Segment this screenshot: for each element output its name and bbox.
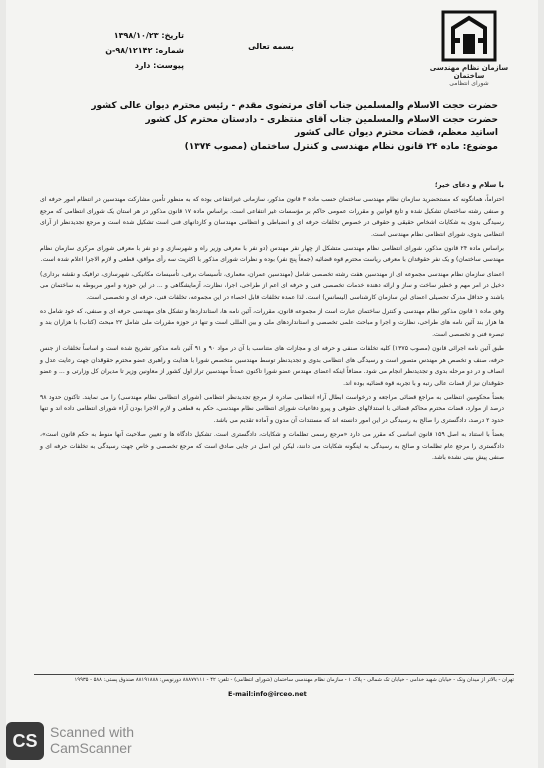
addressee-block [46,100,498,154]
body-paragraph: اعضای سازمان نظام مهندسی مجموعه ای از مهندسین هفت رشته تخصصی شامل (مهندسین عمران، معماری، تأسیسات برقی، تأسیسات مکانیکی، شهرسازی، ترافیک و نقشه برداری) دخیل در امر مهم و خطیر ساخت و ساز و ارائه دهنده خدمات تخصصی فنی و حرفه ای اعم از طراحی، اجرا، نظارت، آزمایشگاهی و ... در این حوزه و امور مربوطه به ساختمان می باشند و حداقل مدرک تحصیلی اعضای این سازمان کارشناسی (لیسانس) است. لذا عمده تخلفات قابل احصاء در این مجموعه، تخلفات فنی، حرفه ای و تخصصی است. [40,270,504,301]
letter-page [6,0,538,768]
addressee-line: حضرت حجت الاسلام والمسلمین جناب آقای منتظری - دادستان محترم کل کشور [145,114,498,125]
letter-number: شماره: ۹۸/۱۲۱۴۲-ن [105,46,184,55]
letter-meta [64,28,184,73]
addressee-line: حضرت حجت الاسلام والمسلمین جناب آقای مرتضوی مقدم - رئیس محترم دیوان عالی کشور [91,101,498,111]
addressee-line: اساتید معظم، قضات محترم دیوان عالی کشور [294,128,498,138]
footer-address: تهران - بالاتر از میدان ونک - خیابان شهید خدامی - خیابان تک شمالی - پلاک ۱ - سازمان نظام مهندسی ساختمان (شورای انتظامی) - تلفن: ۴۲ - ۸۸۸۷۷۱۱۱ دورنویس: ۸۸۱۹۱۸۸۸ صندوق پستی: ۵۸۸ - ۱۹۹۳۵ [34,674,514,683]
body-paragraph: طبق آئین نامه اجرائی قانون (مصوب ۱۳۷۵) کلیه تخلفات صنفی و حرفه ای و مجازات های متناسب با آن در مواد ۹۰ و ۹۱ آئین نامه مذکور تشریح شده است و اساساً تخلفات از جنس حرفه، صنف و تخصص هر مهندس متصور است و رسیدگی های انتظامی بدوی و تجدیدنظر توسط مهندسین متخصص شورا با هدایت و راهبری عضو محترم حقوقدان جهت رعایت عدل و انصاف و در دو مرحله بدوی و تجدیدنظر انجام می شود. مضافاً اینکه اعضای مهندس عضو شورا تاکنون عمدتاً مهندسین تراز اول کشور از معاونین وزیر تا مدیران کل وزارتی و ... و عضو حقوقدان نیز از قضات عالی رتبه و با تجربه قوه قضائیه بوده اند. [40,345,504,387]
watermark-line-2: CamScanner [50,740,132,756]
body-paragraph: بعضاً با استناد به اصل ۱۵۹ قانون اساسی که مقرر می دارد «مرجع رسمی تظلمات و شکایات، دادگستری است. تشکیل دادگاه ها و تعیین صلاحیت آنها منوط به حکم قانون است»، دادگستری را مرجع عام تظلمات و صالح به رسیدگی به اینگونه شکایات می دانند، لیکن این اصل در جایی صادق است که مرجع تخصصی و خاص جهت رسیدگی به تخلفات حرفه ای و صنفی پیش بینی نشده باشد. [40,431,504,461]
letter-body [40,180,504,466]
body-paragraph: احتراماً، همانگونه که مستحضرید سازمان نظام مهندسی ساختمان حسب ماده ۳ قانون مذکور، سازمانی غیرانتفاعی بوده که به منظور تأمین مشارکت مهندسین در انتظام امور حرفه ای و صنفی رشته ساختمان تشکیل شده و تابع قوانین و مقررات عمومی حاکم بر مؤسسات غیر انتفاعی است. براساس ماده ۱۷ قانون مذکور در هر استان یک شورای انتظامی که مرجع رسیدگی بدوی به شکایات اشخاص حقیقی و حقوقی در خصوص تخلفات حرفه ای و انضباطی و انتظامی مهندسان و کاردانهای فنی است تشکیل شده است و مرجع تجدیدنظر از آرای انتظامی بدوی، شورای انتظامی نظام مهندسی است. [40,196,505,238]
organization-logo [424,10,514,96]
letter-attachment: پیوست: دارد [134,61,184,70]
greeting: با سلام و دعای خیر؛ [434,181,504,189]
organization-subtitle: شورای انتظامی [449,80,489,87]
letter-date: تاریخ: ۱۳۹۸/۱۰/۲۳ [113,31,184,40]
organization-name: سازمان نظام مهندسی ساختمان [429,64,509,80]
body-paragraph: وفق ماده ۱ قانون مذکور نظام مهندسی و کنترل ساختمان عبارت است از مجموعه قانون، مقررات، آئین نامه ها، استانداردها و تشکل های مهندسی حرفه ای و صنفی، که خود شامل ده ها هزار بند آئین نامه های طراحی، نظارت و اجرا و مباحث علمی تخصصی و استانداردهای ملی و بین المللی است و تنها در حوزه مقررات ملی شامل ۲۲ مبحث (کتاب) با هزاران بند و تبصره فنی و تخصصی است. [40,308,505,338]
body-paragraph: براساس ماده ۲۴ قانون مذکور، شورای انتظامی نظام مهندسی متشکل از چهار نفر مهندس (دو نفر با معرفی وزیر راه و شهرسازی و دو نفر با معرفی شورای مرکزی سازمان نظام مهندسی ساختمان) و یک نفر حقوقدان با معرفی ریاست محترم قوه قضائیه (جمعاً پنج نفر) بوده و نظرات شورای مذکور با اکثریت سه رأی موافق، قطعی و لازم الاجرا اعلام شده است. [40,245,504,264]
footer-email: E-mail:info@irceo.net [228,690,307,698]
body-paragraph: بعضاً محکومین انتظامی به مراجع قضائی مراجعه و درخواست ابطال آراء انتظامی صادره از مرجع تجدیدنظر انتظامی (شورای انتظامی نظام مهندسی) را می نمایند. تاکنون حدود ۹۸ درصد از موارد، قضات محترم محاکم قضائی با استدلالهای حقوقی و پیرو دفاعیات شورای انتظامی نظام مهندسی، حکم به قطعی و لازم الاجرا بودن آراء شورای انتظامی داده اند و تنها حدود ۲ درصد، دادگستری را صالح به رسیدگی در این امور دانسته اند که مستندات آن مدون و آماده تقدیم می باشد. [40,393,504,424]
bismillah-heading: بسمه تعالی [248,42,294,51]
building-emblem-icon [441,10,497,62]
camscanner-logo-icon: CS [6,722,44,760]
watermark-line-1: Scanned with [50,724,135,740]
scanner-watermark [50,724,134,756]
subject-line: موضوع: ماده ۲۴ قانون نظام مهندسی و کنترل ساختمان (مصوب ۱۳۷۴) [184,141,498,152]
